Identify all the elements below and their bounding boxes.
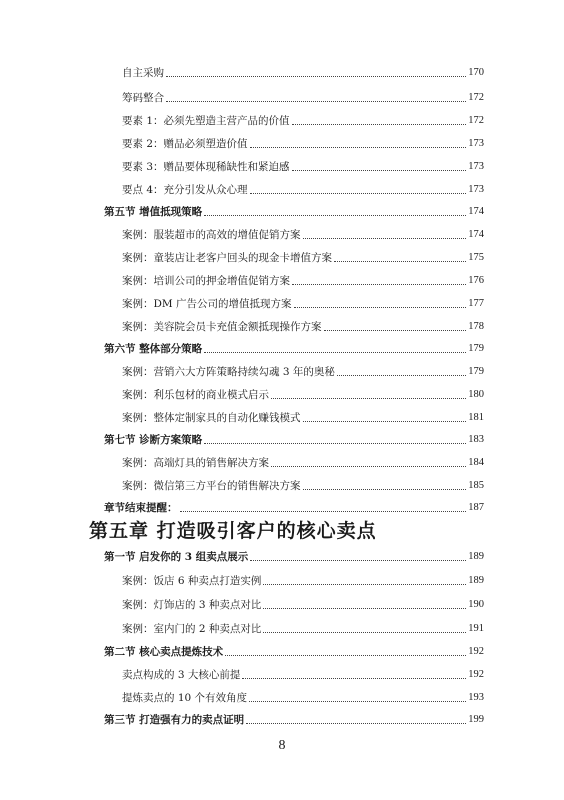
toc-entry[interactable] xyxy=(122,135,484,151)
toc-entry-title: 案例：营销六大方阵策略持续勾魂 3 年的奥秘 xyxy=(122,366,335,378)
toc-entry-page: 176 xyxy=(468,275,484,286)
toc-section-page: 179 xyxy=(468,343,484,354)
toc-entry-page: 193 xyxy=(468,692,484,703)
dot-leader xyxy=(303,420,467,422)
toc-entry-title: 案例：利乐包材的商业模式启示 xyxy=(122,389,269,401)
toc-entry-page: 181 xyxy=(468,412,484,423)
toc-section-title: 第一节 启发你的 3 组卖点展示 xyxy=(104,551,249,563)
dot-leader xyxy=(250,192,467,194)
toc-entry-page: 175 xyxy=(468,252,484,263)
dot-leader xyxy=(263,583,466,585)
dot-leader xyxy=(249,700,466,702)
page-number: 8 xyxy=(278,738,286,753)
toc-entry[interactable] xyxy=(122,158,484,174)
dot-leader xyxy=(246,722,466,724)
dot-leader xyxy=(292,283,466,285)
dot-leader xyxy=(292,123,467,125)
toc-section-page: 192 xyxy=(468,646,484,657)
toc-entry-title: 案例：整体定制家具的自动化赚钱模式 xyxy=(122,412,301,424)
dot-leader xyxy=(294,306,467,308)
toc-entry-page: 172 xyxy=(468,115,484,126)
toc-section-page: 199 xyxy=(468,714,484,725)
toc-entry-page: 173 xyxy=(468,138,484,149)
toc-entry-title: 案例：微信第三方平台的销售解决方案 xyxy=(122,480,301,492)
dot-leader xyxy=(180,510,467,512)
toc-entry-page: 172 xyxy=(468,92,484,103)
toc-entry[interactable] xyxy=(122,572,484,588)
toc-entry[interactable] xyxy=(122,386,484,402)
toc-entry-title: 筹码整合 xyxy=(122,92,164,104)
toc-entry-page: 191 xyxy=(468,623,484,634)
toc-entry-title: 要素 3：赠品要体现稀缺性和紧迫感 xyxy=(122,161,290,173)
toc-entry[interactable] xyxy=(122,295,484,311)
dot-leader xyxy=(263,631,466,633)
toc-section-page: 174 xyxy=(468,206,484,217)
toc-entry-title: 案例：DM 广告公司的增值抵现方案 xyxy=(122,298,292,310)
toc-entry-page: 170 xyxy=(468,67,484,78)
toc-entry-page: 179 xyxy=(468,366,484,377)
toc-entry-title: 案例：灯饰店的 3 种卖点对比 xyxy=(122,599,262,611)
toc-entry-page: 173 xyxy=(468,184,484,195)
toc-section[interactable] xyxy=(104,548,484,564)
dot-leader xyxy=(242,677,466,679)
toc-section-title: 第六节 整体部分策略 xyxy=(104,343,203,355)
toc-entry[interactable] xyxy=(122,620,484,636)
toc-entry[interactable] xyxy=(122,454,484,470)
toc-entry[interactable] xyxy=(122,249,484,265)
toc-entry-title: 自主采购 xyxy=(122,67,164,79)
toc-entry-page: 192 xyxy=(468,669,484,680)
toc-entry-page: 184 xyxy=(468,457,484,468)
toc-section-title: 第二节 核心卖点提炼技术 xyxy=(104,646,224,658)
toc-entry[interactable] xyxy=(122,477,484,493)
dot-leader xyxy=(250,146,467,148)
dot-leader xyxy=(271,465,466,467)
toc-entry-title: 卖点构成的 3 大核心前提 xyxy=(122,669,241,681)
toc-entry-title: 案例：室内门的 2 种卖点对比 xyxy=(122,623,262,635)
toc-entry[interactable] xyxy=(122,689,484,705)
toc-entry-page: 185 xyxy=(468,480,484,491)
dot-leader xyxy=(166,75,466,77)
toc-entry[interactable] xyxy=(122,226,484,242)
toc-entry-title: 提炼卖点的 10 个有效角度 xyxy=(122,692,248,704)
dot-leader xyxy=(303,488,467,490)
toc-entry-title: 案例：美容院会员卡充值金额抵现操作方案 xyxy=(122,321,322,333)
dot-leader xyxy=(204,351,466,353)
toc-section-page: 183 xyxy=(468,434,484,445)
toc-entry-title: 案例：童装店让老客户回头的现金卡增值方案 xyxy=(122,252,332,264)
toc-section-page: 189 xyxy=(468,551,484,562)
toc-entry-page: 178 xyxy=(468,321,484,332)
toc-entry[interactable] xyxy=(122,181,484,197)
toc-section[interactable] xyxy=(104,643,484,659)
toc-entry[interactable] xyxy=(122,89,484,105)
toc-entry-page: 180 xyxy=(468,389,484,400)
toc-entry[interactable] xyxy=(122,666,484,682)
toc-entry-title: 案例：培训公司的押金增值促销方案 xyxy=(122,275,290,287)
toc-entry[interactable] xyxy=(122,112,484,128)
toc-section-page: 187 xyxy=(468,502,484,513)
toc-section-title: 第五节 增值抵现策略 xyxy=(104,206,203,218)
toc-section[interactable] xyxy=(104,340,484,356)
toc-entry-title: 案例：高端灯具的销售解决方案 xyxy=(122,457,269,469)
toc-entry[interactable] xyxy=(122,409,484,425)
toc-entry[interactable] xyxy=(122,272,484,288)
toc-entry-page: 189 xyxy=(468,575,484,586)
chapter-heading: 第五章 打造吸引客户的核心卖点 xyxy=(89,520,377,542)
dot-leader xyxy=(303,237,467,239)
toc-entry-title: 要素 1：必须先塑造主营产品的价值 xyxy=(122,115,290,127)
toc-entry-title: 要点 4：充分引发从众心理 xyxy=(122,184,248,196)
dot-leader xyxy=(204,442,466,444)
toc-entry-page: 174 xyxy=(468,229,484,240)
dot-leader xyxy=(204,214,466,216)
toc-entry[interactable] xyxy=(122,64,484,80)
dot-leader xyxy=(263,607,466,609)
toc-entry[interactable] xyxy=(122,318,484,334)
toc-entry-title: 要素 2：赠品必须塑造价值 xyxy=(122,138,248,150)
toc-entry[interactable] xyxy=(122,363,484,379)
dot-leader xyxy=(225,654,466,656)
toc-section[interactable] xyxy=(104,499,484,515)
toc-section-title: 第七节 诊断方案策略 xyxy=(104,434,203,446)
toc-entry-title: 案例：饭店 6 种卖点打造实例 xyxy=(122,575,262,587)
dot-leader xyxy=(166,100,466,102)
toc-section-title: 第三节 打造强有力的卖点证明 xyxy=(104,714,245,726)
dot-leader xyxy=(337,374,466,376)
toc-section[interactable] xyxy=(104,203,484,219)
dot-leader xyxy=(334,260,466,262)
toc-entry-title: 案例：服装超市的高效的增值促销方案 xyxy=(122,229,301,241)
toc-entry[interactable] xyxy=(122,596,484,612)
toc-section[interactable] xyxy=(104,711,484,727)
dot-leader xyxy=(292,169,467,171)
toc-section-title: 章节结束提醒： xyxy=(104,502,178,514)
toc-section[interactable] xyxy=(104,431,484,447)
dot-leader xyxy=(271,397,466,399)
toc-entry-page: 177 xyxy=(468,298,484,309)
toc-entry-page: 190 xyxy=(468,599,484,610)
dot-leader xyxy=(324,329,467,331)
toc-entry-page: 173 xyxy=(468,161,484,172)
dot-leader xyxy=(250,559,466,561)
